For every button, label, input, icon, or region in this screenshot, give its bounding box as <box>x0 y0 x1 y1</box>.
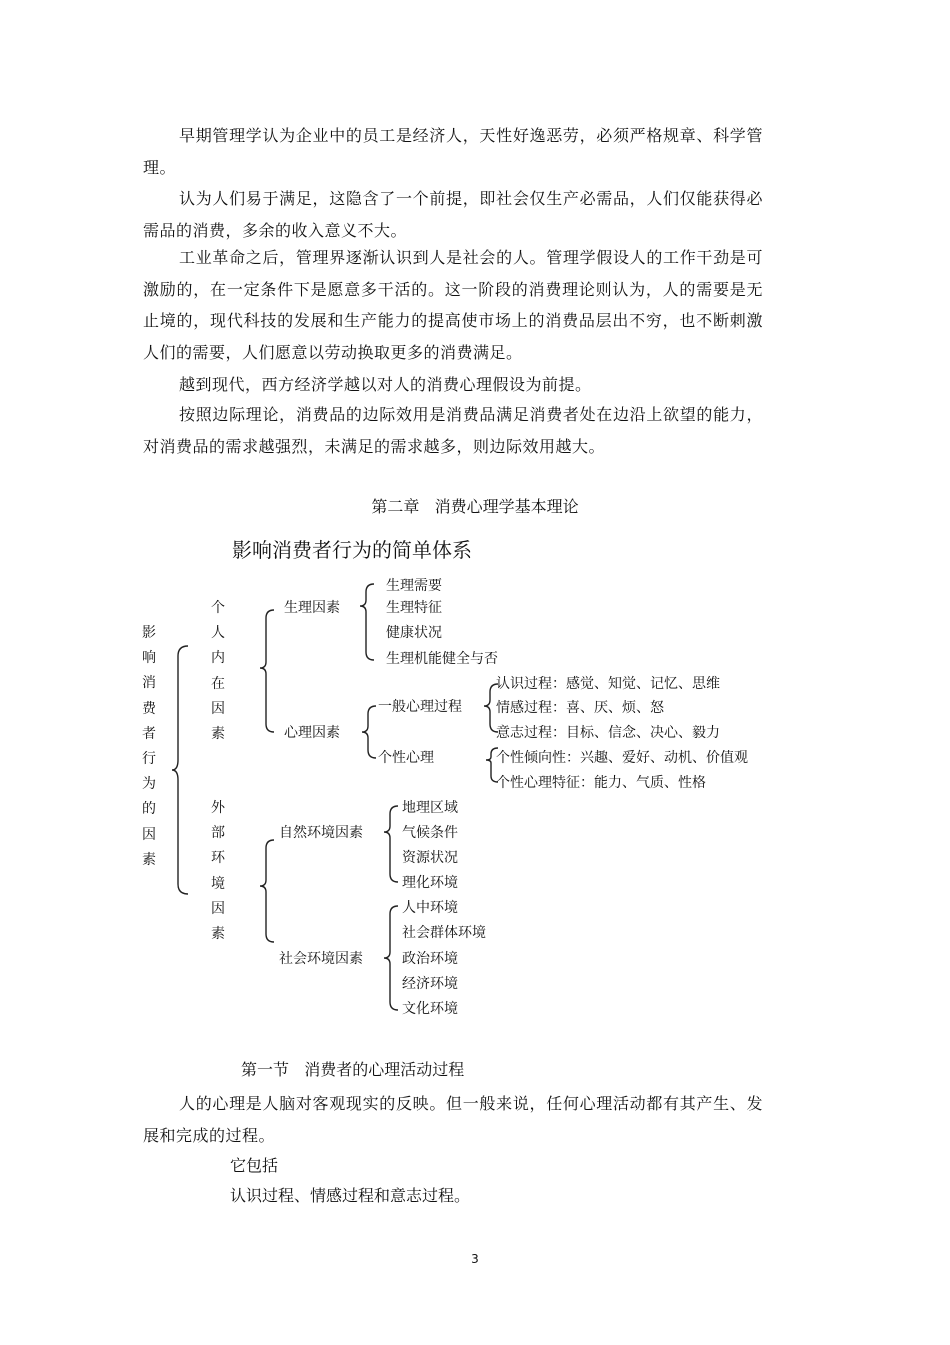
social-environment-item: 经济环境 <box>402 976 458 992</box>
section-title: 第一节 消费者的心理活动过程 <box>241 1060 465 1079</box>
section-paragraph: 人的心理是人脑对客观现实的反映。但一般来说，任何心理活动都有其产生、发展和完成的过程。 <box>143 1094 763 1145</box>
personality-item: 个性心理特征：能力、气质、性格 <box>496 775 706 791</box>
brace-external <box>260 840 274 942</box>
paragraph-2: 认为人们易于满足，这隐含了一个前提，即社会仅生产必需品，人们仅能获得必需品的消费，多余的收入意义不大。 <box>143 189 763 240</box>
diagram-title: 影响消费者行为的简单体系 <box>232 538 472 562</box>
brace-internal <box>260 610 274 732</box>
social-environment-label: 社会环境因素 <box>279 951 363 967</box>
physiological-item: 生理需要 <box>386 578 442 594</box>
natural-environment-item: 资源状况 <box>402 850 458 866</box>
includes-value: 认识过程、情感过程和意志过程。 <box>230 1186 471 1205</box>
root-label: 影 响 消 费 者 行 为 的 因 素 <box>142 625 156 868</box>
social-environment-item: 社会群体环境 <box>402 925 486 941</box>
social-environment-item: 人中环境 <box>402 900 458 916</box>
brace-psychological <box>362 706 376 758</box>
brace-root <box>172 646 188 894</box>
psychological-factors-label: 心理因素 <box>284 725 340 741</box>
general-process-item: 意志过程：目标、信念、决心、毅力 <box>496 725 720 741</box>
physiological-item: 生理特征 <box>386 600 442 616</box>
page-number: 3 <box>471 1252 479 1266</box>
general-process-item: 情感过程：喜、厌、烦、怒 <box>496 700 664 716</box>
paragraph-3: 工业革命之后，管理界逐渐认识到人是社会的人。管理学假设人的工作干劲是可激励的，在一定条件下是愿意多干活的。这一阶段的消费理论则认为，人的需要是无止境的，现代科技的发展和生产能力的提高使市场上的消费品层出不穷，也不断刺激人们的需要，人们愿意以劳动换取更多的消费满足。 <box>143 248 763 362</box>
includes-label: 它包括 <box>230 1156 279 1175</box>
physiological-factors-label: 生理因素 <box>284 600 340 616</box>
natural-environment-item: 理化环境 <box>402 875 458 891</box>
brace-social <box>384 906 398 1010</box>
brace-physiological <box>360 584 374 660</box>
social-environment-item: 文化环境 <box>402 1001 458 1017</box>
internal-factors-label: 个 人 内 在 因 素 <box>211 600 225 743</box>
chapter-title: 第二章 消费心理学基本理论 <box>371 497 579 516</box>
general-process-item: 认识过程：感觉、知觉、记忆、思维 <box>496 676 720 692</box>
brace-natural <box>384 806 398 882</box>
paragraph-5: 按照边际理论，消费品的边际效用是消费品满足消费者处在边沿上欲望的能力，对消费品的需求越强烈，未满足的需求越多，则边际效用越大。 <box>143 405 763 456</box>
personality-label: 个性心理 <box>378 750 434 766</box>
external-factors-label: 外 部 环 境 因 素 <box>211 800 225 943</box>
natural-environment-item: 气候条件 <box>402 825 458 841</box>
personality-item: 个性倾向性：兴趣、爱好、动机、价值观 <box>496 750 748 766</box>
physiological-item: 生理机能健全与否 <box>386 651 498 667</box>
social-environment-item: 政治环境 <box>402 951 458 967</box>
general-process-label: 一般心理过程 <box>378 699 462 715</box>
paragraph-1: 早期管理学认为企业中的员工是经济人，天性好逸恶劳，必须严格规章、科学管理。 <box>143 126 763 177</box>
natural-environment-label: 自然环境因素 <box>279 825 363 841</box>
paragraph-4: 越到现代，西方经济学越以对人的消费心理假设为前提。 <box>179 375 592 394</box>
natural-environment-item: 地理区域 <box>402 800 458 816</box>
physiological-item: 健康状况 <box>386 625 442 641</box>
